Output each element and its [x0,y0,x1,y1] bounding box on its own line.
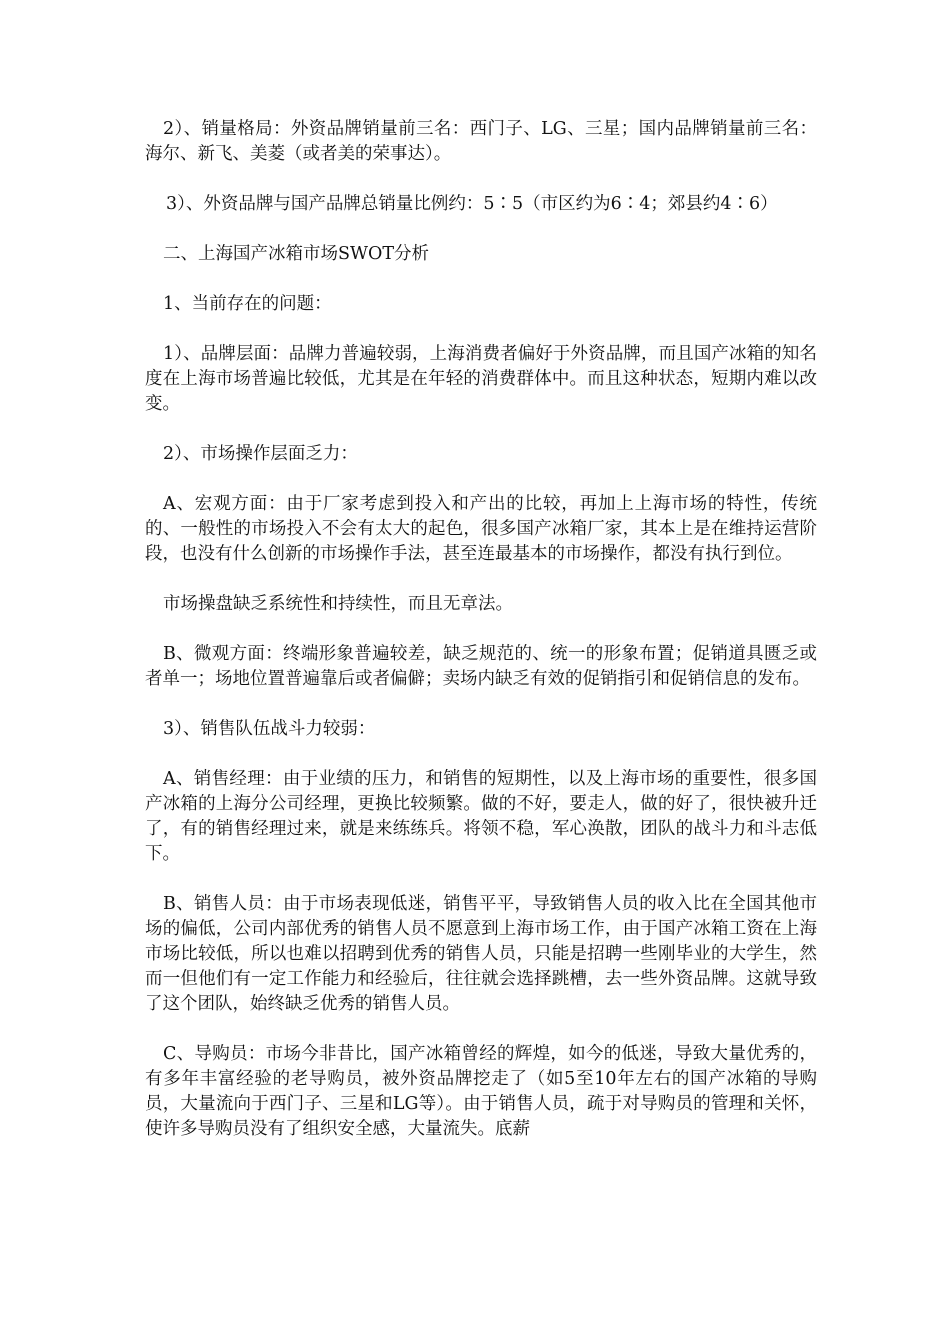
paragraph-sales-ratio: 3）、外资品牌与国产品牌总销量比例约：5∶5（市区约为6∶4；郊县约4∶6） [166,194,778,214]
paragraph-sales-pattern: 2）、销量格局：外资品牌销量前三名：西门子、LG、三星；国内品牌销量前三名：海尔、新飞、美菱（或者美的荣事达）。 [145,119,817,164]
section-heading-swot: 二、上海国产冰箱市场SWOT分析 [163,244,429,264]
paragraph-micro-aspect: B、微观方面：终端形象普遍较差，缺乏规范的、统一的形象布置；促销道具匮乏或者单一；场地位置普遍靠后或者偏僻；卖场内缺乏有效的促销指引和促销信息的发布。 [145,644,817,689]
paragraph-shopping-guide: C、导购员：市场今非昔比，国产冰箱曾经的辉煌，如今的低迷，导致大量优秀的，有多年丰富经验的老导购员，被外资品牌挖走了（如5至10年左右的国产冰箱的导购员，大量流向于西门子、三星和LG等）。由于销售人员，疏于对导购员的管理和关怀，使许多导购员没有了组织安全感，大量流失。底薪 [145,1044,817,1139]
subheading-sales-team: 3）、销售队伍战斗力较弱： [163,719,376,739]
paragraph-market-control: 市场操盘缺乏系统性和持续性，而且无章法。 [163,594,513,614]
paragraph-macro-aspect: A、宏观方面：由于厂家考虑到投入和产出的比较，再加上上海市场的特性，传统的、一般性的市场投入不会有太大的起色，很多国产冰箱厂家，其本上是在维持运营阶段，也没有什么创新的市场操作手法，甚至连最基本的市场操作，都没有执行到位。 [145,494,817,564]
subheading-market-operation: 2）、市场操作层面乏力： [163,444,358,464]
paragraph-sales-manager: A、销售经理：由于业绩的压力，和销售的短期性，以及上海市场的重要性，很多国产冰箱的上海分公司经理，更换比较频繁。做的不好，要走人，做的好了，很快被升迁了，有的销售经理过来，就是来练练兵。将领不稳，军心涣散，团队的战斗力和斗志低下。 [145,769,817,864]
paragraph-sales-staff: B、销售人员：由于市场表现低迷，销售平平，导致销售人员的收入比在全国其他市场的偏低，公司内部优秀的销售人员不愿意到上海市场工作，由于国产冰箱工资在上海市场比较低，所以也难以招聘到优秀的销售人员，只能是招聘一些刚毕业的大学生，然而一但他们有一定工作能力和经验后，往往就会选择跳槽，去一些外资品牌。这就导致了这个团队，始终缺乏优秀的销售人员。 [145,894,817,1014]
document-page [145,117,817,1167]
paragraph-brand-level: 1）、品牌层面：品牌力普遍较弱，上海消费者偏好于外资品牌，而且国产冰箱的知名度在上海市场普遍比较低，尤其是在年轻的消费群体中。而且这种状态，短期内难以改变。 [145,344,817,414]
subheading-current-problems: 1、当前存在的问题： [163,294,332,314]
